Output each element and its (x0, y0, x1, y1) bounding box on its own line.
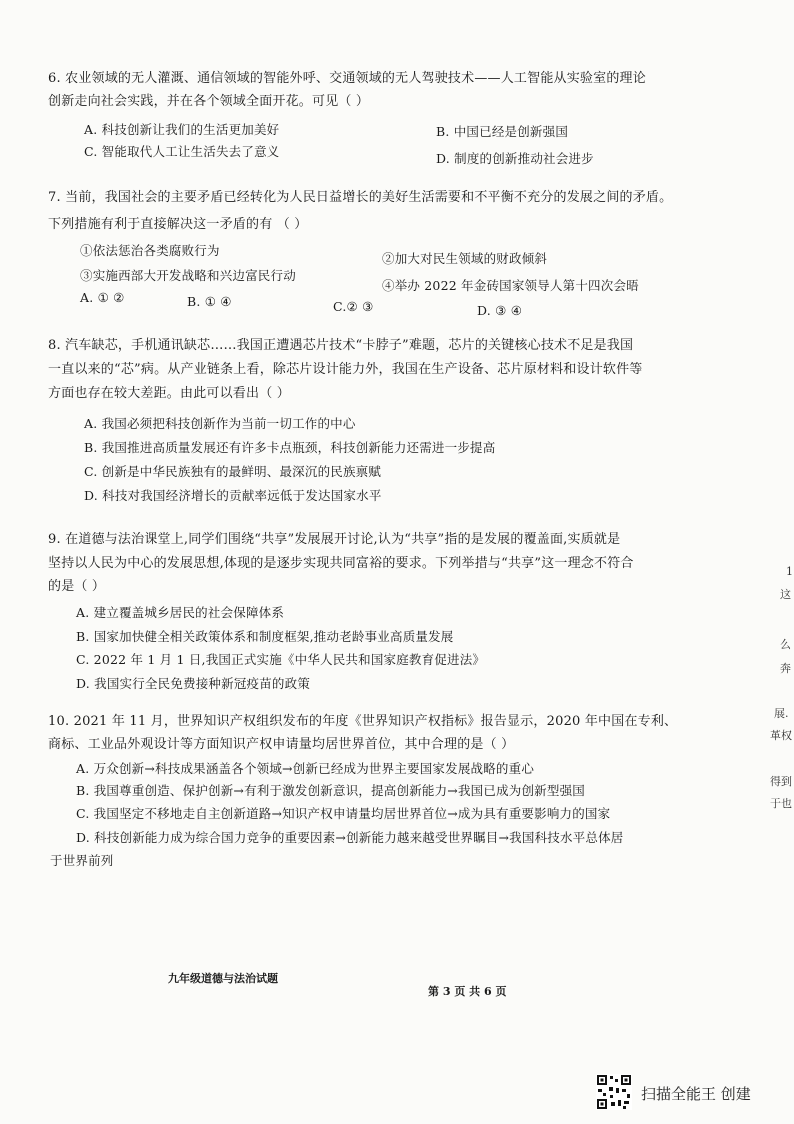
q7-choice-d: D. ③ ④ (477, 303, 523, 318)
q9-option-a: A. 建立覆盖城乡居民的社会保障体系 (76, 605, 285, 620)
margin-fragment: 奔 (780, 662, 791, 675)
q8-option-c: C. 创新是中华民族独有的最鲜明、最深沉的民族禀赋 (84, 464, 382, 479)
margin-fragment: 么 (780, 638, 791, 651)
margin-fragment: 得到 (770, 775, 792, 788)
footer-page-number: 第 3 页 共 6 页 (428, 985, 507, 998)
q7-item-3: ③实施西部大开发战略和兴边富民行动 (80, 268, 296, 283)
q10-option-c: C. 我国坚定不移地走自主创新道路→知识产权申请量均居世界首位→成为具有重要影响力的国家 (76, 806, 611, 821)
margin-fragment: 这 (780, 588, 791, 601)
q10-stem-line-2: 商标、工业品外观设计等方面知识产权申请量均居世界首位，其中合理的是（ ） (48, 737, 515, 752)
q10-option-d-continuation: 于世界前列 (50, 853, 114, 868)
qr-code-icon (596, 1074, 632, 1110)
q7-stem-line-1: 7. 当前，我国社会的主要矛盾已经转化为人民日益增长的美好生活需要和不平衡不充分的发展之间的矛盾。 (48, 190, 673, 205)
q9-stem-line-2: 坚持以人民为中心的发展思想,体现的是逐步实现共同富裕的要求。下列举措与“共享”这一理念不符合 (48, 556, 634, 571)
q7-item-2: ②加大对民生领域的财政倾斜 (382, 251, 548, 266)
margin-fragment: 展. (774, 707, 789, 720)
q8-stem-line-2: 一直以来的“芯”病。从产业链条上看，除芯片设计能力外，我国在生产设备、芯片原材料和设计软件等 (48, 362, 643, 377)
q7-choice-c: C.② ③ (333, 299, 374, 314)
q7-item-1: ①依法惩治各类腐败行为 (80, 243, 220, 258)
margin-fragment: 1 (786, 565, 793, 578)
q7-stem-line-2: 下列措施有利于直接解决这一矛盾的有 （ ） (48, 217, 308, 232)
q8-option-b: B. 我国推进高质量发展还有许多卡点瓶颈，科技创新能力还需进一步提高 (84, 440, 496, 455)
q10-stem-line-1: 10. 2021 年 11 月，世界知识产权组织发布的年度《世界知识产权指标》报告显示，2020 年中国在专利、 (48, 714, 678, 729)
q9-option-d: D. 我国实行全民免费接种新冠疫苗的政策 (76, 676, 311, 691)
margin-fragment: 革权 (770, 729, 792, 742)
q6-option-a: A. 科技创新让我们的生活更加美好 (84, 122, 280, 137)
q7-item-4: ④举办 2022 年金砖国家领导人第十四次会晤 (382, 278, 639, 293)
q9-option-c: C. 2022 年 1 月 1 日,我国正式实施《中华人民共和国家庭教育促进法》 (76, 652, 486, 667)
q10-option-b: B. 我国尊重创造、保护创新→有利于激发创新意识，提高创新能力→我国已成为创新型强国 (76, 783, 585, 798)
q9-stem-line-1: 9. 在道德与法治课堂上,同学们围绕“共享”发展展开讨论,认为“共享”指的是发展的覆盖面,实质就是 (48, 532, 621, 547)
q8-option-d: D. 科技对我国经济增长的贡献率远低于发达国家水平 (84, 488, 382, 503)
margin-fragment: 于也 (770, 797, 792, 810)
q6-stem-line-2: 创新走向社会实践，并在各个领域全面开花。可见（ ） (48, 94, 370, 109)
q10-option-d: D. 科技创新能力成为综合国力竞争的重要因素→创新能力越来越受世界瞩目→我国科技水平总体居 (76, 830, 624, 845)
q6-stem-line-1: 6. 农业领域的无人灌溉、通信领域的智能外呼、交通领域的无人驾驶技术——人工智能从实验室的理论 (48, 71, 646, 86)
q8-stem-line-1: 8. 汽车缺芯，手机通讯缺芯……我国正遭遇芯片技术“卡脖子”难题，芯片的关键核心技术不足是我国 (48, 338, 634, 353)
q6-option-d: D. 制度的创新推动社会进步 (436, 151, 594, 166)
q6-option-b: B. 中国已经是创新强国 (436, 124, 569, 139)
q7-choice-b: B. ① ④ (187, 294, 232, 309)
footer-subject: 九年级道德与法治试题 (168, 972, 278, 985)
q8-option-a: A. 我国必须把科技创新作为当前一切工作的中心 (84, 416, 356, 431)
q8-stem-line-3: 方面也存在较大差距。由此可以看出（ ） (48, 386, 290, 401)
q9-stem-line-3: 的是（ ） (48, 579, 106, 594)
q10-option-a: A. 万众创新→科技成果涵盖各个领域→创新已经成为世界主要国家发展战略的重心 (76, 761, 535, 776)
q9-option-b: B. 国家加快健全相关政策体系和制度框架,推动老龄事业高质量发展 (76, 629, 454, 644)
scanner-watermark-text: 扫描全能王 创建 (641, 1085, 751, 1103)
q6-option-c: C. 智能取代人工让生活失去了意义 (84, 144, 280, 159)
q7-choice-a: A. ① ② (80, 290, 125, 305)
